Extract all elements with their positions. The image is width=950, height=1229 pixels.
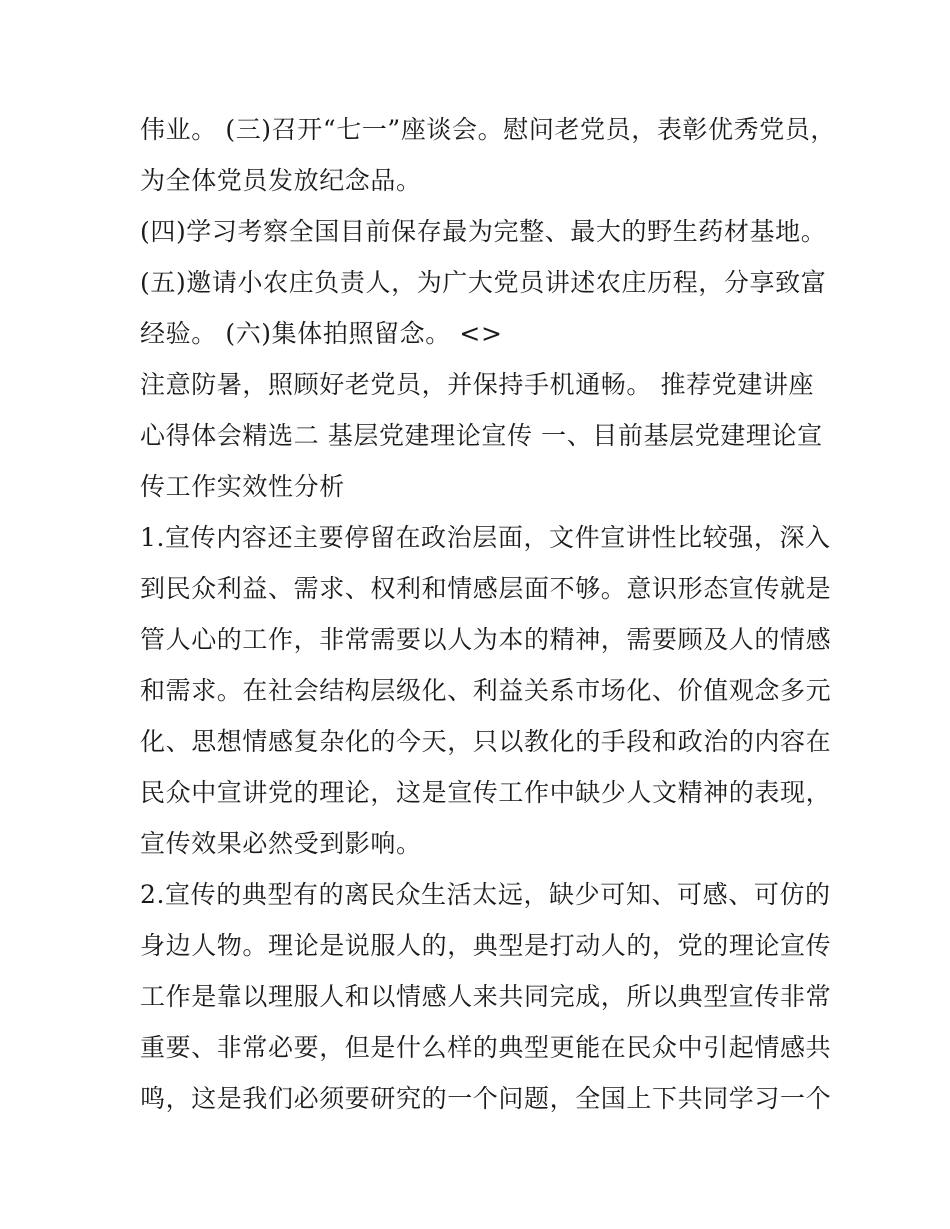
text-line: 重要、非常必要，但是什么样的典型更能在民众中引起情感共: [140, 1033, 832, 1062]
text-line: 鸣，这是我们必须要研究的一个问题，全国上下共同学习一个: [140, 1084, 832, 1113]
text-line: 经验。 (六)集体拍照留念。 <>: [140, 319, 503, 348]
text-line: 民众中宣讲党的理论，这是宣传工作中缺少人文精神的表现，: [140, 778, 832, 807]
text-line: 2.宣传的典型有的离民众生活太远，缺少可知、可感、可仿的: [140, 880, 831, 909]
text-line: 伟业。 (三)召开“七一”座谈会。慰问老党员，表彰优秀党员，: [140, 115, 837, 144]
text-line: 为全体党员发放纪念品。: [140, 166, 422, 195]
text-line: (四)学习考察全国目前保存最为完整、最大的野生药材基地。: [140, 217, 827, 246]
text-line: 1.宣传内容还主要停留在政治层面，文件宣讲性比较强，深入: [140, 523, 831, 552]
text-line: 传工作实效性分析: [140, 472, 345, 501]
text-line: 化、思想情感复杂化的今天，只以教化的手段和政治的内容在: [140, 727, 832, 756]
text-line: 到民众利益、需求、权利和情感层面不够。意识形态宣传就是: [140, 574, 832, 603]
text-line: 和需求。在社会结构层级化、利益关系市场化、价值观念多元: [140, 676, 832, 705]
text-line: 身边人物。理论是说服人的，典型是打动人的，党的理论宣传: [140, 931, 832, 960]
text-line: (五)邀请小农庄负责人，为广大党员讲述农庄历程，分享致富: [140, 268, 827, 297]
text-line: 宣传效果必然受到影响。: [140, 829, 422, 858]
document-page: [140, 104, 837, 1124]
text-line: 心得体会精选二 基层党建理论宣传 一、目前基层党建理论宣: [140, 421, 823, 450]
text-line: 管人心的工作，非常需要以人为本的精神，需要顾及人的情感: [140, 625, 832, 654]
text-line: 注意防暑，照顾好老党员，并保持手机通畅。 推荐党建讲座: [140, 370, 815, 399]
text-line: 工作是靠以理服人和以情感人来共同完成，所以典型宣传非常: [140, 982, 832, 1011]
